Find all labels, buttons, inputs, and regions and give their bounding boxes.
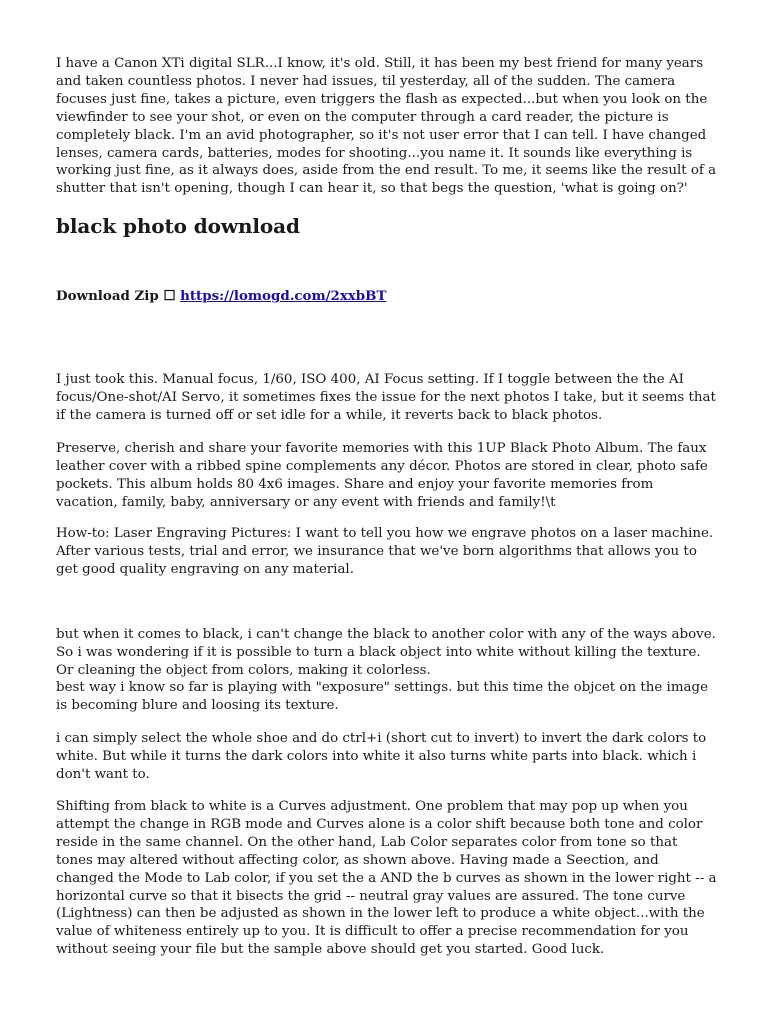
download-label: Download Zip <box>56 288 159 304</box>
paragraph-laser-engraving: How-to: Laser Engraving Pictures: I want to tell you how we engrave photos on a laser machine. After various tests, trial and error, we insurance that we've born algorithms that allows you to get good quality engraving on any material. <box>56 526 714 577</box>
intro-paragraph: I have a Canon XTi digital SLR...I know, it's old. Still, it has been my best friend for many years and taken countless photos. I never had issues, til yesterday, all of the sudden. The camera focuses just fine, takes a picture, even triggers the flash as expected...but when you look on the viewfinder to see your shot, or even on the computer through a card reader, the picture is completely black. I'm an avid photographer, so it's not user error that I can tell. I have changed lenses, camera cards, batteries, modes for shooting...you name it. It sounds like everything is working just fine, as it always does, aside from the end result. To me, it seems like the result of a shutter that isn't opening, though I can hear it, so that begs the question, 'what is going on?' <box>56 56 717 197</box>
paragraph-exposure: best way i know so far is playing with "exposure" settings. but this time the objcet on the image is becoming blure and loosing its texture. <box>56 680 709 713</box>
download-line <box>56 287 386 305</box>
box-glyph-icon: ☐ <box>163 288 176 304</box>
paragraph-black-to-color: but when it comes to black, i can't change the black to another color with any of the ways above. So i was wondering if it is possible to turn a black object into white without killing the texture. Or cleaning the object from colors, making it colorless. <box>56 627 716 678</box>
paragraph-invert: i can simply select the whole shoe and do ctrl+i (short cut to invert) to invert the dark colors to white. But while it turns the dark colors into white it also turns white parts into black. which i don't want to. <box>56 731 707 782</box>
download-link[interactable]: https://lomogd.com/2xxbBT <box>180 288 387 304</box>
page-heading: black photo download <box>56 214 300 238</box>
paragraph-curves-adjustment: Shifting from black to white is a Curves adjustment. One problem that may pop up when you attempt the change in RGB mode and Curves alone is a color shift because both tone and color reside in the same channel. On the other hand, Lab Color separates color from tone so that tones may altered without affecting color, as shown above. Having made a Seection, and changed the Mode to Lab color, if you set the a AND the b curves as shown in the lower right -- a horizontal curve so that it bisects the grid -- neutral gray values are assured. The tone curve (Lightness) can then be adjusted as shown in the lower left to produce a white object...with the value of whiteness entirely up to you. It is difficult to offer a precise recommendation for you without seeing your file but the sample above should get you started. Good luck. <box>56 799 717 958</box>
paragraph-camera-settings: I just took this. Manual focus, 1/60, ISO 400, AI Focus setting. If I toggle between the the AI focus/One-shot/AI Servo, it sometimes fixes the issue for the next photos I take, but it seems that if the camera is turned off or set idle for a while, it reverts back to black photos. <box>56 372 716 423</box>
paragraph-photo-album: Preserve, cherish and share your favorite memories with this 1UP Black Photo Album. The faux leather cover with a ribbed spine complements any décor. Photos are stored in clear, photo safe pockets. This album holds 80 4x6 images. Share and enjoy your favorite memories from vacation, family, baby, anniversary or any event with friends and family!\t <box>56 441 708 510</box>
